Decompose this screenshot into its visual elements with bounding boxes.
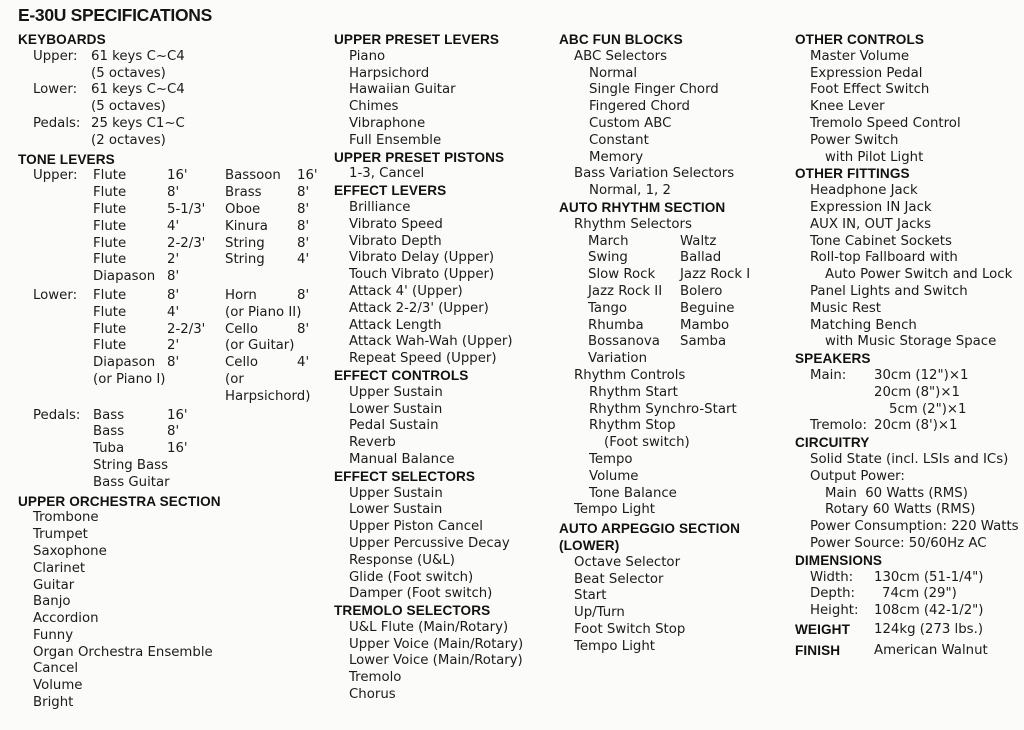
list-item: Upper Sustain [349, 485, 443, 501]
table-row: Main: 30cm (12")×1 [810, 367, 969, 383]
list-item: Attack Length [349, 317, 442, 333]
tone-levers-pedals: Pedals: Bass 16' Bass 8' Tuba 16' String Bass Bass Guitar [33, 407, 188, 490]
list-item: Vibrato Depth [349, 233, 442, 249]
table-row: Height: 108cm (42-1/2") [810, 603, 984, 619]
list-item: Panel Lights and Switch [810, 283, 968, 299]
rhythm-selectors-label: Rhythm Selectors [574, 216, 692, 232]
list-item: Music Rest [810, 300, 882, 316]
list-item: Tone Balance [589, 485, 677, 501]
list-item: Banjo [33, 594, 71, 610]
list-item: Guitar [33, 577, 75, 593]
list-item: Saxophone [33, 543, 107, 559]
list-item: Pedal Sustain [349, 418, 439, 434]
page-title: E-30U SPECIFICATIONS [18, 5, 212, 25]
list-item: Manual Balance [349, 451, 455, 467]
list-item: Foot Switch Stop [574, 621, 686, 637]
tone-levers-lower: Lower: Flute 8' Horn 8' Flute 4' (or Piano II) Flute 2-2/3' Cello 8' Flute 2' (or Guitar) Diapason 8' Cello 4' (or Piano I) (or Harpsichord) [33, 287, 311, 404]
keyboard-row-pedals: Pedals: 25 keys C1~C [33, 115, 185, 131]
weight-value: 124kg (273 lbs.) [874, 621, 984, 637]
output-rotary: Rotary 60 Watts (RMS) [825, 502, 976, 518]
tone-levers-upper: Upper: Flute 16' Bassoon 16' Flute 8' Brass 8' Flute 5-1/3' Oboe 8' Flute 4' Kinura 8' Flute 2-2/3' String 8' Flute 2' String 4' Diapason 8' [33, 168, 318, 285]
table-row: Variation [588, 351, 647, 367]
list-item: Funny [33, 627, 74, 643]
list-item: Chorus [349, 687, 396, 703]
column-2 [334, 32, 552, 704]
list-item-note: Auto Power Switch and Lock [825, 267, 1013, 283]
list-item: Clarinet [33, 560, 86, 576]
table-row: Depth: 74cm (29") [810, 586, 957, 602]
list-item: Organ Orchestra Ensemble [33, 644, 213, 660]
list-item: Tremolo Speed Control [810, 115, 961, 131]
list-item: Volume [33, 678, 83, 694]
list-item: Full Ensemble [349, 132, 442, 148]
list-item: Volume [589, 468, 639, 484]
power-consumption: Power Consumption: 220 Watts [810, 519, 1019, 535]
list-item: Tone Cabinet Sockets [810, 233, 952, 249]
list-item: Normal [589, 65, 638, 81]
list-item: Trumpet [33, 527, 88, 543]
bass-variation-label: Bass Variation Selectors [574, 166, 735, 182]
list-item: Attack 4' (Upper) [349, 283, 463, 299]
list-item: Octave Selector [574, 554, 681, 570]
tone-levers-heading: TONE LEVERS [18, 151, 115, 167]
table-row: Tremolo: 20cm (8')×1 [810, 418, 958, 434]
list-item: Matching Bench [810, 317, 917, 333]
list-item: Constant [589, 132, 649, 148]
list-item: Roll-top Fallboard with [810, 250, 958, 266]
list-item: Chimes [349, 99, 399, 115]
table-row: Jazz Rock II Bolero [588, 283, 723, 299]
list-item: Headphone Jack [810, 183, 918, 199]
list-item: Knee Lever [810, 99, 885, 115]
list-item: Start [574, 588, 607, 604]
list-item: Foot Effect Switch [810, 82, 930, 98]
list-item: Hawaiian Guitar [349, 82, 456, 98]
list-item: Rhythm Synchro-Start [589, 401, 737, 417]
table-row: Bossanova Samba [588, 334, 727, 350]
abc-selectors-label: ABC Selectors [574, 48, 668, 64]
table-row: Tango Beguine [588, 300, 735, 316]
list-item: Upper Voice (Main/Rotary) [349, 636, 524, 652]
list-item: Single Finger Chord [589, 82, 719, 98]
rhythm-selectors-table [559, 234, 772, 368]
dimensions-table [795, 570, 983, 620]
weight-row [795, 622, 983, 639]
other-fittings-heading: OTHER FITTINGS [795, 166, 910, 182]
effect-selectors-heading: EFFECT SELECTORS [334, 468, 476, 484]
list-item: Vibrato Delay (Upper) [349, 250, 495, 266]
keyboards-table: Upper: 61 keys C~C4 (5 octaves) Lower: 61 keys C~C4 (5 octaves) Pedals: 25 keys C1~C (2 octaves) [18, 49, 185, 150]
finish-row [795, 643, 988, 660]
finish-heading: FINISH [795, 642, 841, 658]
auto-arpeggio-subheading: (LOWER) [559, 537, 620, 553]
list-item: Expression IN Jack [810, 199, 932, 215]
circuitry-heading: CIRCUITRY [795, 435, 870, 451]
upper-preset-pistons-heading: UPPER PRESET PISTONS [334, 149, 505, 165]
weight-heading: WEIGHT [795, 621, 850, 637]
list-item: Upper Sustain [349, 384, 443, 400]
list-item: Harpsichord [349, 65, 430, 81]
list-item: 1-3, Cancel [349, 166, 425, 182]
dimensions-heading: DIMENSIONS [795, 552, 883, 568]
solid-state: Solid State (incl. LSIs and ICs) [810, 451, 1009, 467]
rhythm-controls-label: Rhythm Controls [574, 367, 686, 383]
list-item: Fingered Chord [589, 99, 690, 115]
list-item: Response (U&L) [349, 552, 455, 568]
list-item: Vibrato Speed [349, 216, 443, 232]
table-row: 20cm (8")×1 [874, 384, 960, 400]
output-power-label: Output Power: [810, 468, 905, 484]
effect-controls-heading: EFFECT CONTROLS [334, 367, 469, 383]
list-item: Repeat Speed (Upper) [349, 351, 497, 367]
list-item: Reverb [349, 435, 396, 451]
upper-orchestra-heading: UPPER ORCHESTRA SECTION [18, 493, 221, 509]
auto-rhythm-heading: AUTO RHYTHM SECTION [559, 199, 726, 215]
tremolo-selectors-heading: TREMOLO SELECTORS [334, 603, 491, 619]
list-item: Damper (Foot switch) [349, 586, 493, 602]
power-source: Power Source: 50/60Hz AC [810, 535, 987, 551]
output-main: Main 60 Watts (RMS) [825, 485, 968, 501]
list-item: Lower Voice (Main/Rotary) [349, 653, 523, 669]
list-item: Lower Sustain [349, 401, 443, 417]
list-item: Attack Wah-Wah (Upper) [349, 334, 513, 350]
other-controls-heading: OTHER CONTROLS [795, 32, 925, 47]
list-item: Lower Sustain [349, 502, 443, 518]
list-item-note: with Music Storage Space [825, 334, 997, 350]
table-row: Swing Ballad [588, 250, 722, 266]
list-item: AUX IN, OUT Jacks [810, 216, 932, 232]
list-item: Power Switch [810, 132, 899, 148]
abc-fun-blocks-heading: ABC FUN BLOCKS [559, 32, 683, 47]
list-item: Memory [589, 149, 644, 165]
column-1 [18, 32, 323, 712]
upper-preset-levers-heading: UPPER PRESET LEVERS [334, 32, 500, 47]
list-item: Glide (Foot switch) [349, 569, 474, 585]
column-4 [795, 32, 1024, 659]
speakers-table [795, 368, 968, 435]
auto-arpeggio-heading: AUTO ARPEGGIO SECTION [559, 521, 741, 537]
keyboards-heading: KEYBOARDS [18, 32, 106, 47]
foot-switch-note: (Foot switch) [604, 435, 690, 451]
effect-levers-heading: EFFECT LEVERS [334, 183, 447, 199]
list-item: Master Volume [810, 48, 910, 64]
column-3 [559, 32, 784, 655]
list-item: Cancel [33, 661, 79, 677]
table-row: March Waltz [588, 233, 717, 249]
list-item: Upper Percussive Decay [349, 535, 510, 551]
list-item: Rhythm Stop [589, 418, 676, 434]
list-item: Touch Vibrato (Upper) [349, 267, 495, 283]
keyboard-row-lower: Lower: 61 keys C~C4 [33, 82, 185, 98]
list-item: Up/Turn [574, 605, 625, 621]
list-item: U&L Flute (Main/Rotary) [349, 619, 509, 635]
list-item: Accordion [33, 611, 99, 627]
list-item: Trombone [33, 510, 99, 526]
list-item: Vibraphone [349, 115, 426, 131]
list-item: Attack 2-2/3' (Upper) [349, 300, 489, 316]
finish-value: American Walnut [874, 642, 988, 658]
keyboard-row-upper: Upper: 61 keys C~C4 [33, 48, 185, 64]
list-item: Tempo Light [574, 638, 655, 654]
list-item: Expression Pedal [810, 65, 923, 81]
list-item: Piano [349, 48, 386, 64]
table-row: 5cm (2")×1 [889, 401, 967, 417]
table-row: Rhumba Mambo [588, 317, 730, 333]
list-item-note: with Pilot Light [825, 149, 924, 165]
bass-variation-values: Normal, 1, 2 [589, 183, 671, 199]
speakers-heading: SPEAKERS [795, 351, 871, 367]
upper-orchestra-list [18, 510, 323, 712]
tempo-light: Tempo Light [574, 502, 655, 518]
list-item: Bright [33, 695, 74, 711]
list-item: Upper Piston Cancel [349, 519, 483, 535]
list-item: Custom ABC [589, 115, 672, 131]
list-item: Beat Selector [574, 571, 664, 587]
list-item: Tempo [589, 451, 633, 467]
list-item: Tremolo [349, 670, 402, 686]
list-item: Rhythm Start [589, 384, 678, 400]
table-row: Slow Rock Jazz Rock I [588, 267, 751, 283]
list-item: Brilliance [349, 199, 411, 215]
table-row: Width: 130cm (51-1/4") [810, 569, 984, 585]
